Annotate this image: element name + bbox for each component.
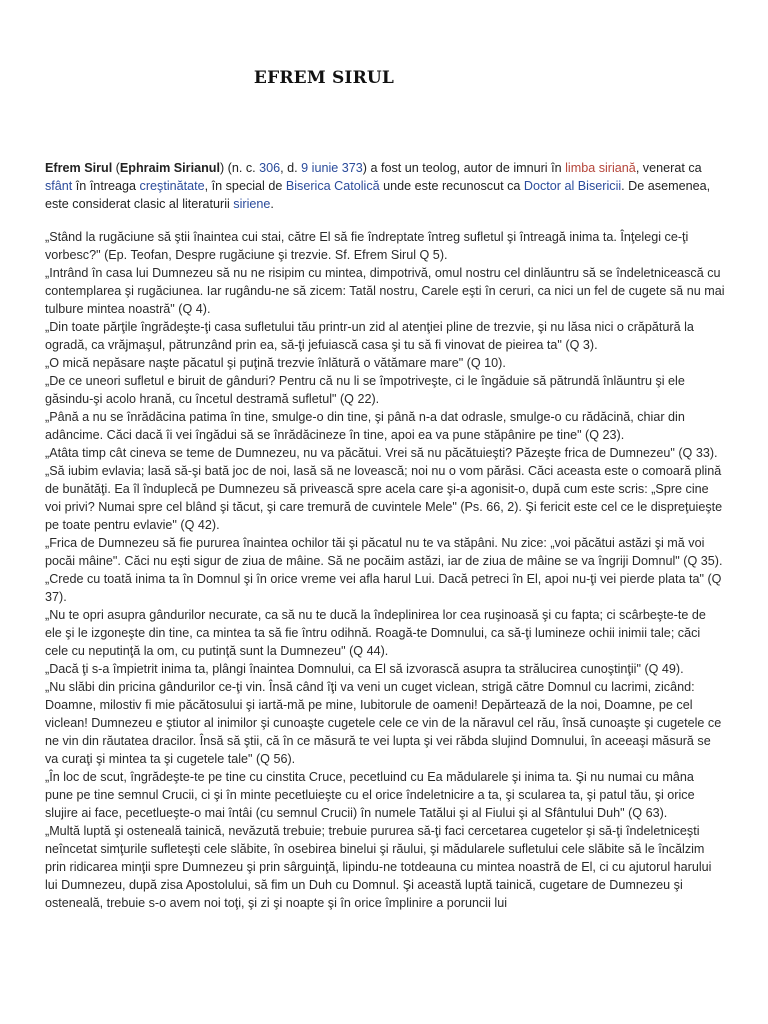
quote-paragraph: „Să iubim evlavia; lasă să-şi bată joc de noi, lasă să ne lovească; noi nu o vom părăsi. Căci aceasta este o comoară plină de bunătăţi. Ea îl înduplecă pe Dumnezeu să privească spre acela care şi-a agonisit-o, după cum este scris: „Spre cine voi privi? Numai spre cel blând şi tăcut, şi care tremură de cuvintele Mele" (Ps. 66, 2). Şi fericit este cel ce le dispreţuieşte pe toate pentru evlavie" (Q 42). [45, 464, 723, 532]
doctor-of-church-link[interactable]: Doctor al Bisericii [523, 179, 622, 193]
quote-paragraph: „Până a nu se înrădăcina patima în tine, smulge-o din tine, şi până n-a dat odrasle, smulge-o cu rădăcină, chiar din adâncime. Căci dacă îi vei îngădui să se înrădăcineze în tine, apoi ea va pune stăpânire pe tine" (Q 23). [45, 410, 685, 442]
quote-paragraph: „Dacă ţi s-a împietrit inima ta, plângi înaintea Domnului, ca El să izvorască asupra ta strălucirea cunoştinţii" (Q 49). [45, 662, 684, 676]
quote-paragraph: „Nu slăbi din pricina gândurilor ce-ţi vin. Însă când îţi va veni un cuget viclean, strigă către Domnul cu lacrimi, zicând: Doamne, milostiv fi mie păcătosului şi iartă-mă pe mine, Iubitorule de oameni! Depărtează de la noi, Doamne, pe cel viclean! Dumnezeu e ştiutor al inimilor şi cunoaşte cugetele cele ce vin de la năravul cel rău, însă cunoaşte şi cugetele ce ne vin din răutatea dracilor. Însă să ştii, că în ce măsură te vei lupta şi vei răbda slujind Domnului, în aceeaşi măsură se va curaţi şi mintea ta şi cugetele tale" (Q 56). [45, 680, 722, 766]
intro-text: în întreaga [72, 179, 140, 193]
intro-text: , venerat ca [635, 161, 702, 175]
subject-name: Efrem Sirul [45, 161, 113, 175]
quote-paragraph: „Crede cu toată inima ta în Domnul şi în orice vreme vei afla harul Lui. Dacă petreci în El, apoi nu-ţi vei pierde plata ta" (Q 37). [45, 572, 722, 604]
quote-paragraph: „Atâta timp cât cineva se teme de Dumnezeu, nu va păcătui. Vrei să nu păcătuieşti? Păzeşte frica de Dumnezeu" (Q 33). [45, 446, 718, 460]
quotes-list [45, 228, 725, 912]
quote-paragraph: „În loc de scut, îngrădeşte-te pe tine cu cinstita Cruce, pecetluind cu Ea mădularele şi inima ta. Şi nu numai cu mâna pune pe tine semnul Crucii, ci şi în minte pecetluieşte cu el orice îndeletnicire a ta, şi scularea ta, şi patul tău, şi orice slujire ai face, pecetlueşte-o mai întâi (cu semnul Crucii) în numele Tatălui şi al Fiului şi al Sfântului Duh" (Q 63). [45, 770, 695, 820]
quote-paragraph: „Intrând în casa lui Dumnezeu să nu ne risipim cu mintea, dimpotrivă, omul nostru cel dinlăuntru să se îndeletnicească cu contemplarea şi rugăciunea. Iar rugându-ne să zicem: Tatăl nostru, Carele eşti în ceruri, ca nici un fel de cugete să nu mai tulbure mintea noastră" (Q 4). [45, 266, 725, 316]
quote-paragraph: „O mică nepăsare naşte păcatul şi puţină trezvie înlătură o vătămare mare" (Q 10). [45, 356, 506, 370]
quote-paragraph: „De ce uneori sufletul e biruit de gânduri? Pentru că nu li se împotriveşte, ci le îngăduie să pătrundă înlăuntru şi ele găsindu-şi acolo hrană, cu încetul destramă sufletul" (Q 22). [45, 374, 685, 406]
quote-paragraph: „Multă luptă şi osteneală tainică, nevăzută trebuie; trebuie pururea să-ţi faci cercetarea cugetelor şi să-ţi îndeletniceşti neîncetat simţurile sufleteşti cele slăbite, în osebirea binelui şi răului, şi mădularele sufletului cele slăbite să le încălzim prin ridicarea minţii spre Dumnezeu şi prin sârguinţă, lipindu-ne totdeauna cu mintea noastră de El, ci cu ajutorul harului lui Dumnezeu, după zisa Apostolului, să fim un Duh cu Domnul. Şi această luptă tainică, cugetare de Dumnezeu şi osteneală, trebuie s-o avem noi toţi, şi zi şi noapte şi în orice împlinire a poruncii lui [45, 824, 712, 910]
syriac-language-link[interactable]: limba siriană [565, 161, 636, 175]
page-title: EFREM SIRUL [253, 68, 395, 88]
saint-link[interactable]: sfânt [45, 179, 73, 193]
quote-paragraph: „Din toate părţile îngrădeşte-ţi casa sufletului tău printr-un zid al atenţiei pline de trezvie, şi nu lăsa nici o crăpătură la ogradă, ca vrăjmaşul, pătrunzând prin ea, să-ţi jefuiască casa şi tu să fi vinovat de pieirea ta" (Q 3). [45, 320, 694, 352]
intro-text: unde este recunoscut ca [379, 179, 524, 193]
intro-text: ) (n. c. [219, 161, 260, 175]
quote-paragraph: „Frica de Dumnezeu să fie pururea înaintea ochilor tăi şi păcatul nu te va stăpâni. Nu zice: „voi păcătui astăzi şi mă voi pocăi mâine". Căci nu eşti sigur de ziua de mâine. Să ne pocăim astăzi, iar de ziua de mâine se va îngriji Domnul" (Q 35). [45, 536, 723, 568]
syriac-link[interactable]: siriene [233, 197, 271, 211]
intro-text: ) a fost un teolog, autor de imnuri în [362, 161, 566, 175]
death-date-link[interactable]: 9 iunie 373 [301, 161, 363, 175]
quote-paragraph: „Nu te opri asupra gândurilor necurate, ca să nu te ducă la îndeplinirea lor cea ruşinoasă şi cu fapta; ci scârbeşte-te de ele şi le izgoneşte din tine, ca mintea ta să fie întru odihnă. Roagă-te Domnului, ca să-ţi lumineze ochii inimii tale; căci cele cu neputinţă la om, cu putinţă sunt la Dumnezeu" (Q 44). [45, 608, 706, 658]
intro-text: , d. [280, 161, 302, 175]
quote-paragraph: „Stând la rugăciune să ştii înaintea cui stai, către El să fie îndreptate întreg sufletul şi întreagă inima ta. Înţelegi ce-ţi vorbesc?" (Ep. Teofan, Despre rugăciune şi trezvie. Sf. Efrem Sirul Q 5). [45, 230, 689, 262]
intro-text: ( [112, 161, 120, 175]
intro-text: . De asemenea, este considerat clasic al literaturii [45, 179, 711, 211]
intro-text: . [270, 197, 274, 211]
alternate-name: Ephraim Sirianul [119, 161, 220, 175]
catholic-church-link[interactable]: Biserica Catolică [285, 179, 380, 193]
intro-text: , în special de [204, 179, 286, 193]
christianity-link[interactable]: creştinătate [139, 179, 205, 193]
birth-year-link[interactable]: 306 [259, 161, 281, 175]
intro-paragraph [45, 159, 725, 213]
